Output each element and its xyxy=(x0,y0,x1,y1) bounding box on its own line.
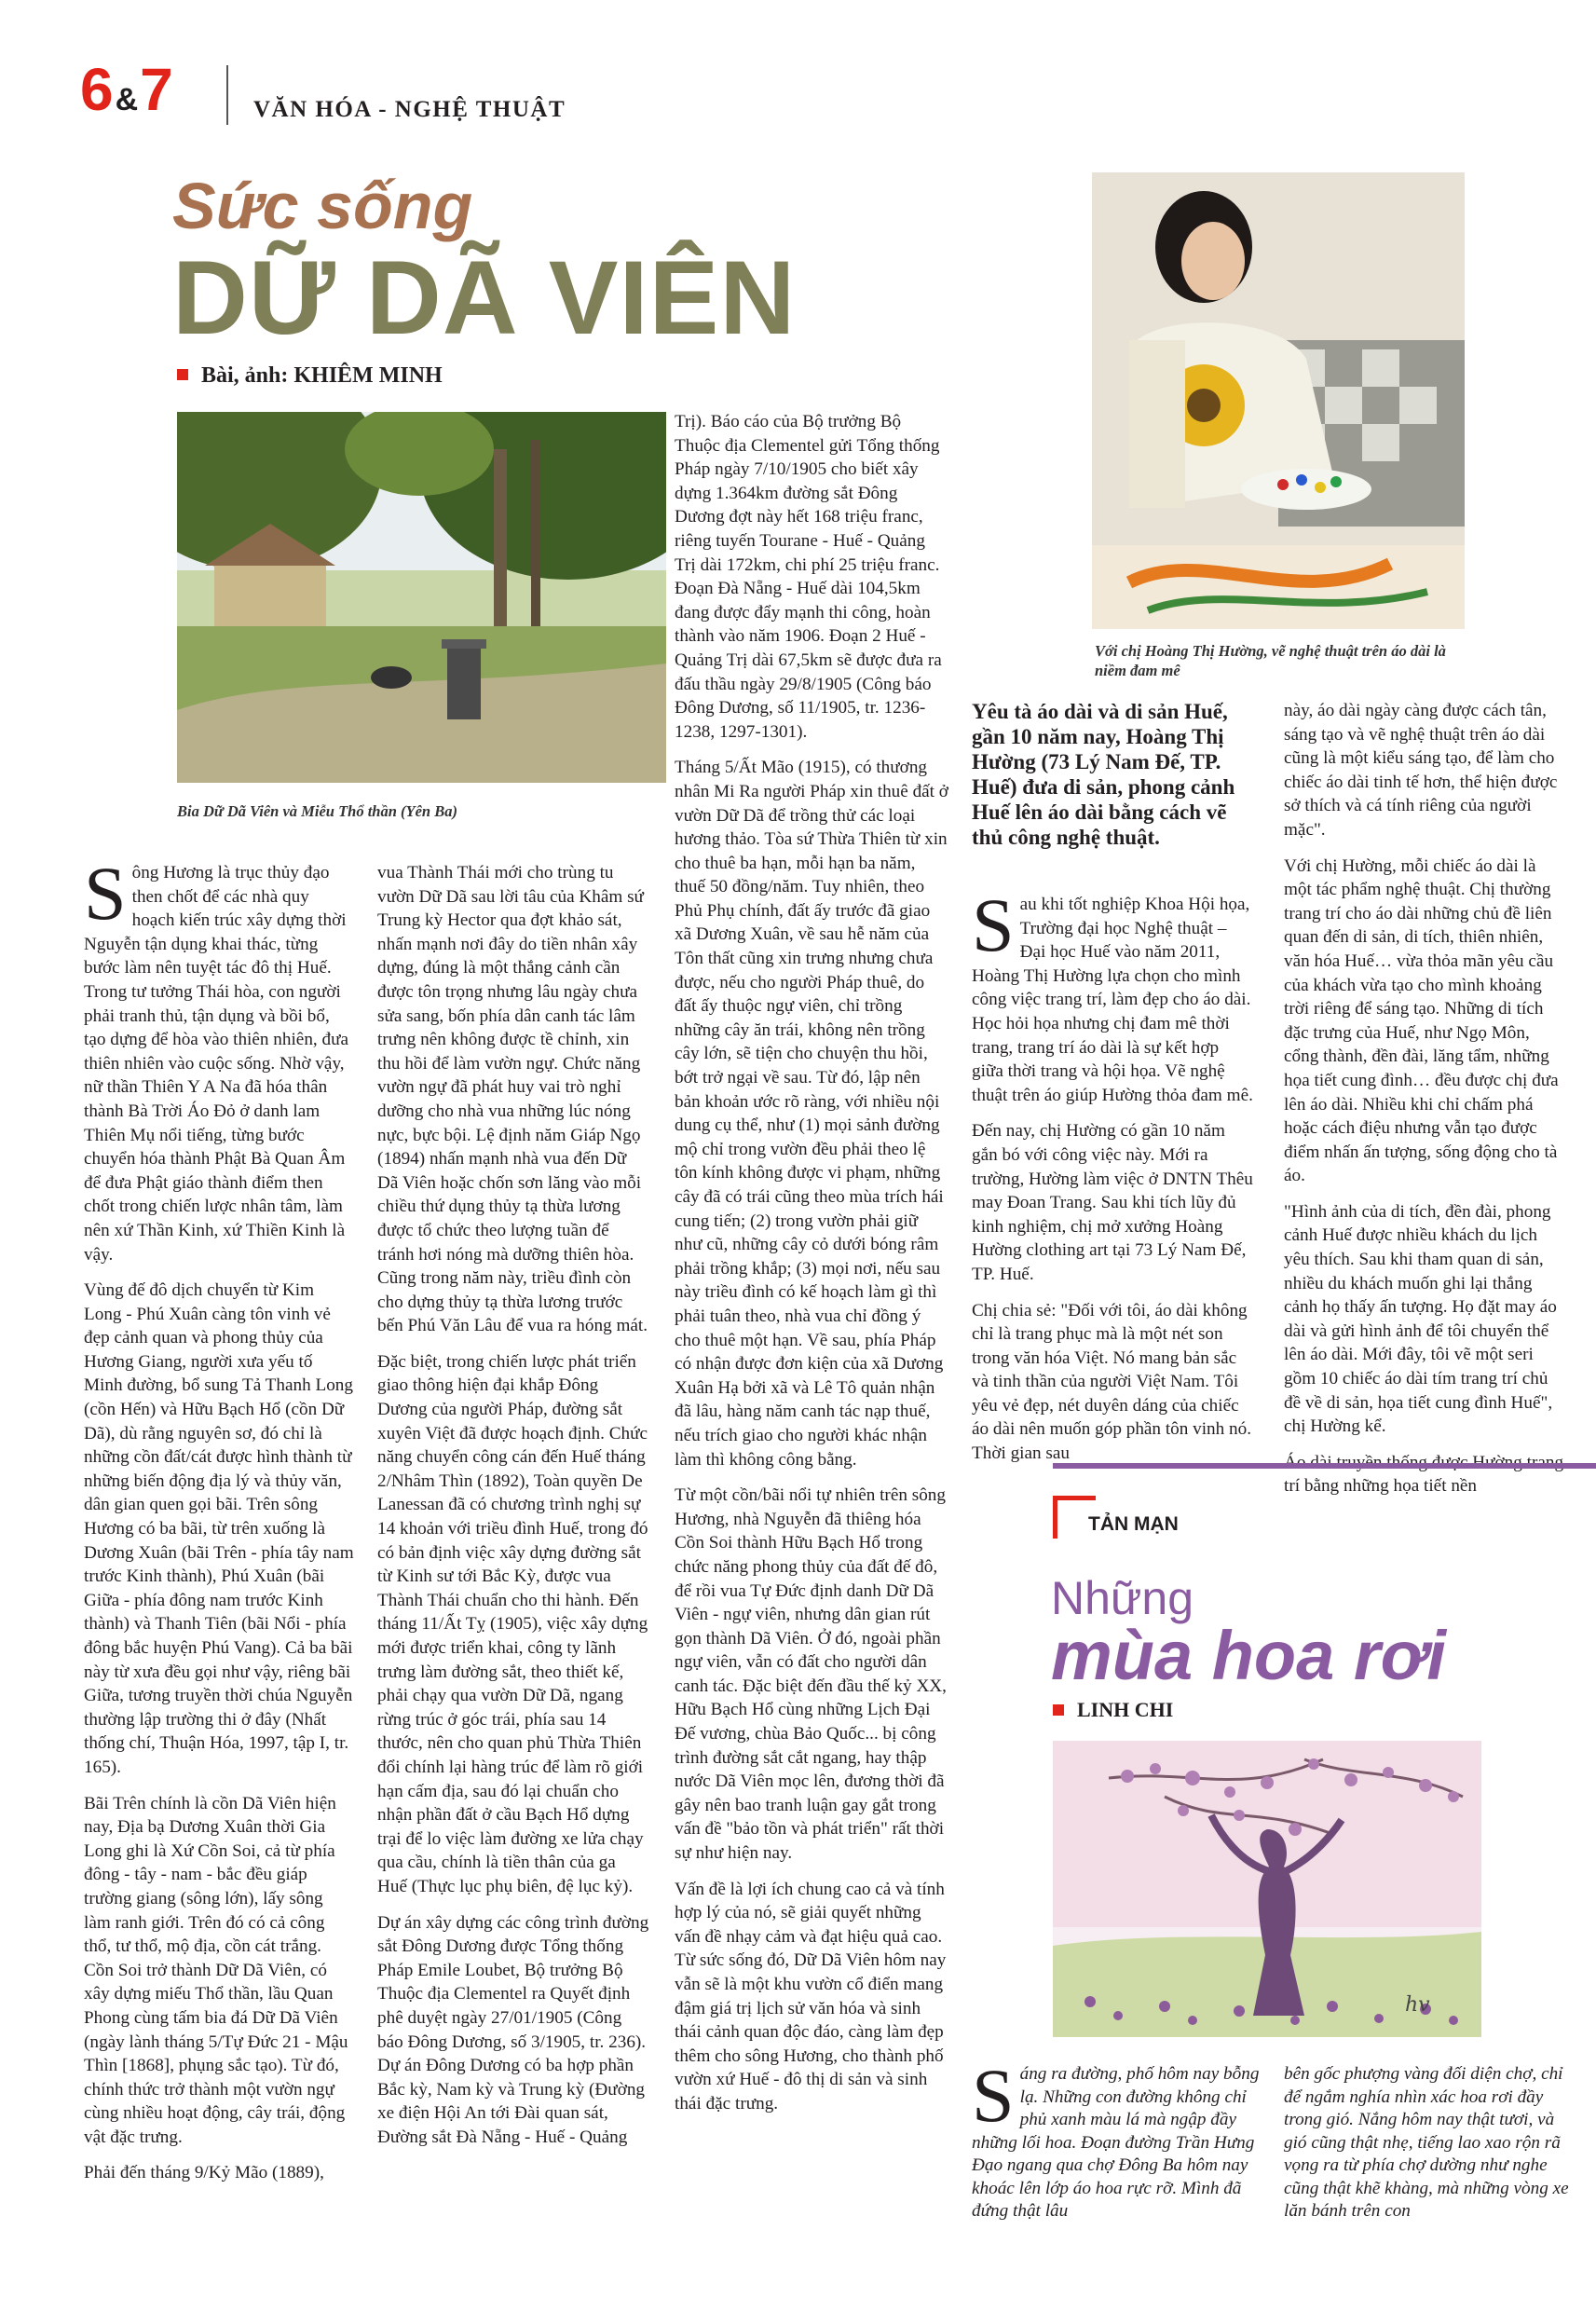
drop-cap: S xyxy=(84,851,127,936)
paragraph: Đến nay, chị Hường có gần 10 năm gắn bó với công việc này. Mới ra trường, Hường làm việc ở DNTN Thêu may Đoan Trang. Sau khi tích lũy đủ kinh nghiệm, chị mở xưởng Hoàng Hường clothing art tại 73 Lý Nam Đế, TP. Huế. xyxy=(972,1121,1253,1284)
paragraph: Từ một cồn/bãi nổi tự nhiên trên sông Hương, nhà Nguyễn đã thiêng hóa Cồn Soi thành Hữu Bạch Hổ trong chức năng phong thủy của đất đế đô, để rồi vua Tự Đức định danh Dữ Dã Viên - ngự viên, nhưng dân gian rút gọn thành Dã Viên. Ở đó, ngoài phần ngự viên, vẫn có đất cho người dân canh tác. Đặc biệt đến đầu thế kỷ XX, Hữu Bạch Hổ cùng những Lịch Đại Đế vương, chùa Bảo Quốc... bị công trình đường sắt cắt ngang, hay thập nước Dã Viên mọc lên, đương thời đã gây nên bao tranh luận gay gắt trong vấn đề "bảo tồn và phát triển" rất thời sự như hiện nay. xyxy=(675,1485,947,1864)
paragraph: vua Thành Thái mới cho trùng tu vườn Dữ Dã sau lời tâu của Khâm sứ Trung kỳ Hector qua đợt khảo sát, nhấn mạnh nơi đây do tiền nhân xây dựng, đúng là một thắng cảnh cần được tôn trọng nhưng lâu ngày chưa sửa sang, bốn phía dân canh tác lâm trưng nên không được tề chỉnh, xin thu hồi để làm vườn ngự. Chức năng vườn ngự đã phát huy vai trò nghỉ dưỡng cho nhà vua những lúc nóng nực, bực bội. Lệ định năm Giáp Ngọ (1894) nhấn mạnh nhà vua đến Dữ Dã Viên hoặc chốn sơn lăng vào mỗi chiều thứ dụng thủy tạ thừa lương được tổ chức theo lượng tuần để tránh hơi nóng mà dưỡng thiên hòa. Cũng trong năm này, triều đình còn cho dựng thủy tạ thừa lương trước bến Phú Văn Lâu để vua ra hóng mát. xyxy=(377,863,648,1336)
essay-kicker: Những xyxy=(1051,1572,1194,1624)
paragraph: "Hình ảnh của di tích, đền đài, phong cảnh Huế được nhiều khách du lịch yêu thích. Sau khi tham quan di sản, nhiều du khách muốn ghi lại thắng cảnh họ thấy ấn tượng. Họ đặt may áo dài và gửi hình ảnh để tôi chuyển thể lên áo dài. Mới đây, tôi vẽ một seri gồm 10 chiếc áo dài tím trang trí chủ đề về di sản, họa tiết cung đình Huế", chị Hường kể. xyxy=(1284,1201,1557,1437)
article2-column-2 xyxy=(1284,699,1565,1511)
paragraph: Vùng đế đô dịch chuyển từ Kim Long - Phú Xuân càng tôn vinh vẻ đẹp cảnh quan và phong thủy của Hương Giang, người xưa yếu tố Minh đường, bổ sung Tả Thanh Long (cồn Hến) và Hữu Bạch Hổ (cồn Dữ Dã), dù rằng nguyên sơ, đó chỉ là những cồn đất/cát được hình thành từ những biến động địa lý và thủy văn, dân gian quen gọi bãi. Trên sông Hương có ba bãi, từ trên xuống là Dương Xuân (bãi Trên - phía tây nam trước Kinh thành), Phú Xuân (bãi Giữa - phía đông nam trước Kinh thành) và Thanh Tiên (bãi Nổi - phía đông bắc huyện Phú Vang). Cả ba bãi này từ xưa đều gọi như vậy, riêng bãi Giữa, tương truyền thời chúa Nguyễn thường lập trường thi ở đây (Nhất thống chí, Thuận Hóa, 1997, tập I, tr. 165). xyxy=(84,1280,354,1777)
drop-cap: S xyxy=(972,2053,1015,2138)
artist-photo-caption: Với chị Hoàng Thị Hường, vẽ nghệ thuật trên áo dài là niềm đam mê xyxy=(1095,642,1446,680)
paragraph: bên gốc phượng vàng đối diện chợ, chỉ để ngắm nghía nhìn xác hoa rơi đầy trong gió. Nắng hôm nay thật tươi, và gió cũng thật nhẹ, tiếng lao xao rộn rã vọng ra từ phía chợ dường như nghe cũng thật khẽ khàng, mà những vòng xe lăn bánh trên con xyxy=(1284,2064,1569,2221)
article-kicker: Sức sống xyxy=(172,170,473,242)
article2-lead: Yêu tà áo dài và di sản Huế, gần 10 năm nay, Hoàng Thị Hường (73 Lý Nam Đế, TP. Huế) đưa di sản, phong cảnh Huế lên áo dài bằng cách vẽ thủ công nghệ thuật. xyxy=(972,700,1235,849)
photo-caption: Bia Dữ Dã Viên và Miễu Thổ thần (Yên Ba) xyxy=(177,802,457,820)
column-tag: TẢN MẠN xyxy=(1088,1513,1179,1535)
paragraph: này, áo dài ngày càng được cách tân, sáng tạo và vẽ nghệ thuật trên áo dài cũng là một kiểu sáng tạo, để làm cho chiếc áo dài tinh tế hơn, thể hiện được sở thích và cá tính riêng của người mặc". xyxy=(1284,701,1558,840)
page-number: 6&7 xyxy=(80,56,172,123)
paragraph: Tháng 5/Ất Mão (1915), có thương nhân Mi Ra người Pháp xin thuê đất ở vườn Dữ Dã để trồng thử các loại hương thảo. Tòa sứ Thừa Thiên từ xin cho thuê ba hạn, mỗi hạn ba năm, thuế 50 đồng/năm. Tuy nhiên, theo Phủ Phụ chính, đất ấy trước đã giao xã Dương Xuân, về sau hễ năm của Tôn thất cũng xin trưng nhưng chưa được, nếu cho người Pháp thuê, do đất ấy thuộc ngự viên, chỉ trồng những cây ăn trái, không nên trồng cây lớn, sẽ tiện cho chuyện thu hồi, bớt trở ngại về sau. Từ đó, lập nên bản khoản ước rõ ràng, với nhiều nội dung cụ thể, như (1) mọi sảnh đường mộ chỉ trong vườn đều phải theo lệ tôn kính không được vi phạm, những cây đã có trái cũng theo mùa trích hái cung tiến; (2) trong vườn phải giữ như cũ, những cây cỏ dưới bóng râm phải trồng khắp; (3) mọi nơi, nếu sau này triều đình có kế hoạch làm gì thì phải tuân theo, nhà vua chỉ đồng ý cho thuê một hạn. Về sau, phía Pháp có nhận được đơn kiện của xã Dương Xuân Hạ bởi xã và Lê Tô quản nhận đã lâu, hàng năm canh tác nạp thuế, nếu trích giao cho người khác nhận làm thì không công bằng. xyxy=(675,758,948,1470)
bullet-icon xyxy=(177,369,188,380)
illustration-signature: hv xyxy=(1405,1993,1430,2017)
bullet-icon xyxy=(1053,1704,1064,1716)
paragraph: ông Hương là trục thủy đạo then chốt để các nhà quy hoạch kiến trúc xây dựng thời Nguyễn tận dụng khai thác, từng bước làm nên tuyệt tác đô thị Huế. Trong tư tưởng Thái hòa, con người phải tranh thủ, tận dụng và bồi bổ, tạo dựng để hòa vào thiên nhiên, đưa thiên nhiên vào cuộc sống. Nhờ vậy, nữ thần Thiên Y A Na đã hóa thân thành Bà Trời Áo Đỏ ở danh lam Thiên Mụ nổi tiếng, từng bước chuyển hóa thành Phật Bà Quan Âm để đưa Phật giáo thành điểm then chốt trong chiến lược nhân tâm, làm nên xứ Thần Kinh, xứ Thiền Kinh là vậy. xyxy=(84,863,349,1265)
article-title: DỮ DÃ VIÊN xyxy=(172,239,797,356)
paragraph: Với chị Hường, mỗi chiếc áo dài là một tác phẩm nghệ thuật. Chị thường trang trí cho áo dài những chủ đề liên quan đến di sản, di tích, thiên nhiên, văn hóa Huế… vừa thỏa mãn yêu cầu của khách vừa tạo cho mình khoảng trời riêng để sáng tạo. Những di tích đặc trưng của Huế, như Ngọ Môn, cổng thành, đền đài, lăng tẩm, những họa tiết cung đình… đều được chị đưa lên áo dài. Nhiều khi chỉ chấm phá hoặc cách điệu nhưng vẫn tạo được điểm nhấn ấn tượng, sống động cho tà áo. xyxy=(1284,855,1559,1186)
header-divider xyxy=(226,65,228,125)
paragraph: Đặc biệt, trong chiến lược phát triển giao thông hiện đại khắp Đông Dương của người Pháp, đường sắt xuyên Việt đã được hoạch định. Chức năng chuyển công cán đến Huế tháng 2/Nhâm Thìn (1892), Toàn quyền De Lanessan đã có chương trình nghị sự 14 khoản với triều đình Huế, trong đó có bản định việc xây dựng đường sắt từ Kinh sư tới Bắc Kỳ, được vua Thành Thái chuẩn cho thi hành. Đến tháng 11/Ất Tỵ (1905), việc xây dựng mới được triển khai, công ty lãnh trưng làm đường sắt, theo thiết kế, phải chạy qua vườn Dữ Dã, ngang rừng trúc ở góc trái, phía sau 14 thước, nên cho quan phủ Thừa Thiên đổi chính lại hàng trúc để làm rõ giới hạn cấm địa, sau đó lại chuẩn cho nhận phần đất ở cầu Bạch Hổ dựng trại để lo việc làm đường xe lửa chạy qua cầu, chính là tiền thân của ga Huế (Thực lục phụ biên, đệ lục kỷ). xyxy=(377,1351,648,1896)
paragraph: Chị chia sẻ: "Đối với tôi, áo dài không chỉ là trang phục mà là một nét son trong văn hóa Việt. Nó mang bản sắc và tinh thần của người Việt Nam. Tôi yêu vẻ đẹp, nét duyên dáng của chiếc áo dài nên muốn góp phần tôn vinh nó. Thời gian sau xyxy=(972,1300,1252,1464)
section-title: VĂN HÓA - NGHỆ THUẬT xyxy=(253,97,566,122)
illustration-falling-flowers xyxy=(1053,1741,1481,2037)
paragraph: Vấn đề là lợi ích chung cao cả và tính hợp lý của nó, sẽ giải quyết những vấn đề nhạy cảm và đạt hiệu quả cao. Từ sức sống đó, Dữ Dã Viên hôm nay vẫn sẽ là một khu vườn cổ điển mang đậm giá trị lịch sử văn hóa và sinh thái cảnh quan độc đáo, càng làm đẹp thêm cho sông Hương, cho thành phố vườn xứ Huế - đô thị di sản và sinh thái đặc trưng. xyxy=(675,1879,947,2114)
paragraph: trí bằng những họa tiết nền xyxy=(1284,1476,1478,1497)
article1-column-1 xyxy=(84,851,354,2197)
essay-column-2 xyxy=(1284,2063,1573,2223)
article1-column-2 xyxy=(377,861,649,2161)
artist-photo xyxy=(1092,172,1465,629)
paragraph: au khi tốt nghiệp Khoa Hội họa, Trường đại học Nghệ thuật – Đại học Huế vào năm 2011, Hoàng Thị Hường lựa chọn cho mình công việc trang trí, làm đẹp cho áo dài. Học hỏi họa nhưng chị đam mê thời trang, trang trí áo dài là sự kết hợp giữa thời trang và hội họa. Vẽ nghệ thuật trên áo giúp Hường thỏa đam mê. xyxy=(972,895,1253,1105)
essay-title: mùa hoa rơi xyxy=(1051,1617,1446,1694)
byline: Bài, ảnh: KHIÊM MINH xyxy=(177,363,443,389)
garden-photo xyxy=(177,412,666,783)
article2-column-1 xyxy=(972,882,1253,1478)
section-divider xyxy=(1053,1463,1596,1469)
essay-byline: LINH CHI xyxy=(1053,1698,1173,1722)
article1-column-3 xyxy=(675,410,949,2128)
paragraph: Phải đến tháng 9/Kỷ Mão (1889), xyxy=(84,2163,324,2183)
paragraph: Dự án xây dựng các công trình đường sắt Đông Dương được Tổng thống Pháp Emile Loubet, Bộ trưởng Bộ Thuộc địa Clementel ra Quyết định phê duyệt ngày 27/01/1905 (Công báo Đông Dương, số 3/1905, tr. 236). Dự án Đông Dương có ba hợp phần Bắc kỳ, Nam kỳ và Trung kỳ (Đường xe điện Hội An tới Đài quan sát, Đường sắt Đà Nẵng - Huế - Quảng xyxy=(377,1912,649,2147)
essay-column-1 xyxy=(972,2053,1270,2223)
paragraph: Trị). Báo cáo của Bộ trưởng Bộ Thuộc địa Clementel gửi Tổng thống Pháp ngày 7/10/1905 cho biết xây dựng 1.364km đường sắt Đông Dương đợt này hết 168 triệu franc, riêng tuyến Tourane - Huế - Quảng Trị dài 172km, chi phí 25 triệu franc. Đoạn Đà Nẵng - Huế dài 104,5km đang được đẩy mạnh thi công, hoàn thành vào năm 1906. Đoạn 2 Huế - Quảng Trị dài 67,5km sẽ được đưa ra đấu thầu ngày 29/8/1905 (Công báo Đông Dương, số 11/1905, tr. 1236-1238, 1297-1301). xyxy=(675,412,942,742)
drop-cap: S xyxy=(972,882,1015,967)
paragraph: Bãi Trên chính là cồn Dã Viên hiện nay, Địa bạ Dương Xuân thời Gia Long ghi là Xứ Cồn Soi, cả từ phía đông - tây - nam - bắc đều giáp trường giang (sông lớn), lấy sông làm ranh giới. Trên đó có cả công thổ, tư thổ, mộ địa, cồn cát trắng. Cồn Soi trở thành Dữ Dã Viên, có xây dựng miếu Thổ thần, lầu Quan Phong cùng tấm bia đá Dữ Dã Viên (ngày lành tháng 5/Tự Đức 21 - Mậu Thìn [1868], phụng sắc tạo). Từ đó, chính thức trở thành một vườn ngự cùng nhiều hoạt động, cây trái, động vật đặc trưng. xyxy=(84,1793,348,2147)
paragraph: áng ra đường, phố hôm nay bỗng lạ. Những con đường không chỉ phủ xanh màu lá mà ngập đầy những lối hoa. Đoạn đường Trần Hưng Đạo ngang qua chợ Đông Ba hôm nay khoác lên lớp áo hoa rực rỡ. Mình đã đứng thật lâu xyxy=(972,2064,1260,2221)
